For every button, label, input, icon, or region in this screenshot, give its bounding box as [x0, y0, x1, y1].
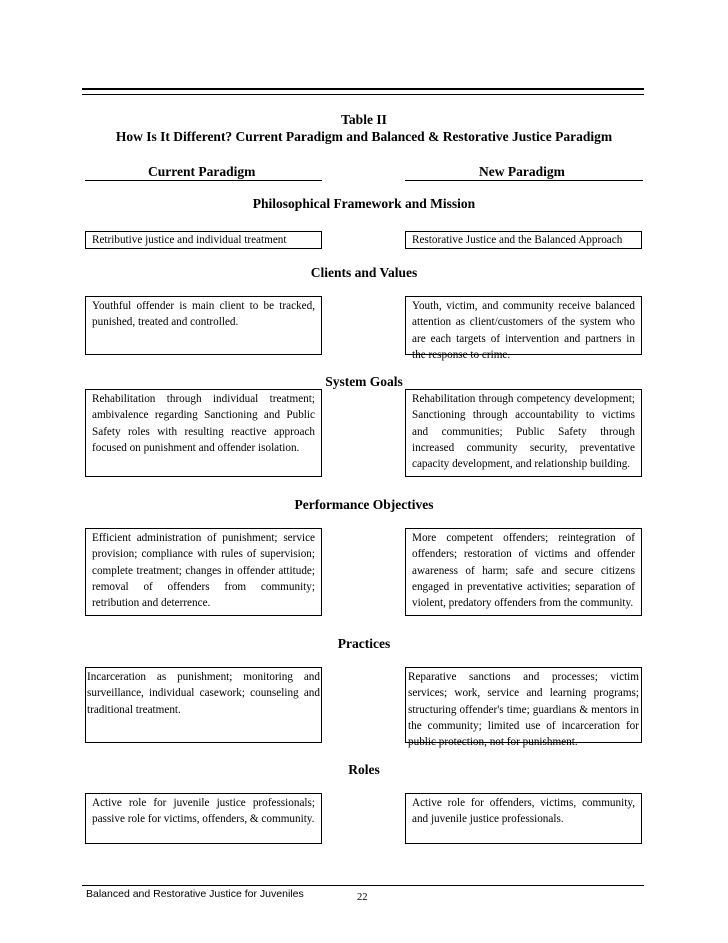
current-performance-objectives-box: Efficient administration of punishment; service provision; compliance with rules of supervision; complete treatment; changes in offender attitude; removal of offenders from community; retribution and deterrence.: [85, 528, 322, 616]
current-clients-values-box: Youthful offender is main client to be tracked, punished, treated and controlled.: [85, 296, 322, 355]
header-rule-thin: [82, 94, 644, 95]
new-system-goals-box: Rehabilitation through competency development; Sanctioning through accountability to victims and communities; Public Safety through increased community security, preventative capacity development, and relationship building.: [405, 389, 642, 477]
new-header-rule: [405, 180, 643, 181]
current-header-rule: [85, 180, 322, 181]
section-heading-practices: Practices: [337, 636, 391, 651]
page-number: 22: [357, 892, 368, 903]
section-heading-philosophical-framework: Philosophical Framework and Mission: [252, 196, 476, 211]
new-clients-values-box: Youth, victim, and community receive balanced attention as client/customers of the system who are each targets of intervention and partners in the response to crime.: [405, 296, 642, 355]
current-philosophical-framework-box: Retributive justice and individual treatment: [85, 231, 322, 249]
section-heading-performance-objectives: Performance Objectives: [294, 497, 434, 512]
new-paradigm-header: New Paradigm: [479, 164, 565, 179]
current-roles-box: Active role for juvenile justice professionals; passive role for victims, offenders, & community.: [85, 793, 322, 844]
new-roles-box: Active role for offenders, victims, community, and juvenile justice professionals.: [405, 793, 642, 844]
new-performance-objectives-box: More competent offenders; reintegration of offenders; restoration of victims and offender awareness of harm; safe and secure citizens engaged in preventative activities; separation of violent, predatory offenders from the community.: [405, 528, 642, 616]
current-system-goals-box: Rehabilitation through individual treatment; ambivalence regarding Sanctioning and Public Safety roles with resulting reactive approach focused on punishment and offender isolation.: [85, 389, 322, 477]
section-heading-system-goals: System Goals: [325, 374, 403, 389]
header-rule-thick: [82, 88, 644, 90]
table-title: How Is It Different? Current Paradigm and Balanced & Restorative Justice Paradigm: [115, 129, 613, 144]
new-philosophical-framework-box: Restorative Justice and the Balanced Approach: [405, 231, 642, 249]
current-practices-box: Incarceration as punishment; monitoring and surveillance, individual casework; counseling and traditional treatment.: [85, 667, 322, 743]
section-heading-clients-values: Clients and Values: [310, 265, 418, 280]
section-heading-roles: Roles: [348, 762, 380, 777]
footer-rule: [82, 885, 644, 886]
table-label: Table II: [341, 112, 387, 127]
current-paradigm-header: Current Paradigm: [148, 164, 256, 179]
footer-title: Balanced and Restorative Justice for Juveniles: [86, 888, 304, 900]
new-practices-box: Reparative sanctions and processes; victim services; work, service and learning programs; structuring offender's time; guardians & mentors in the community; limited use of incarceration for public protection, not for punishment.: [405, 667, 642, 743]
